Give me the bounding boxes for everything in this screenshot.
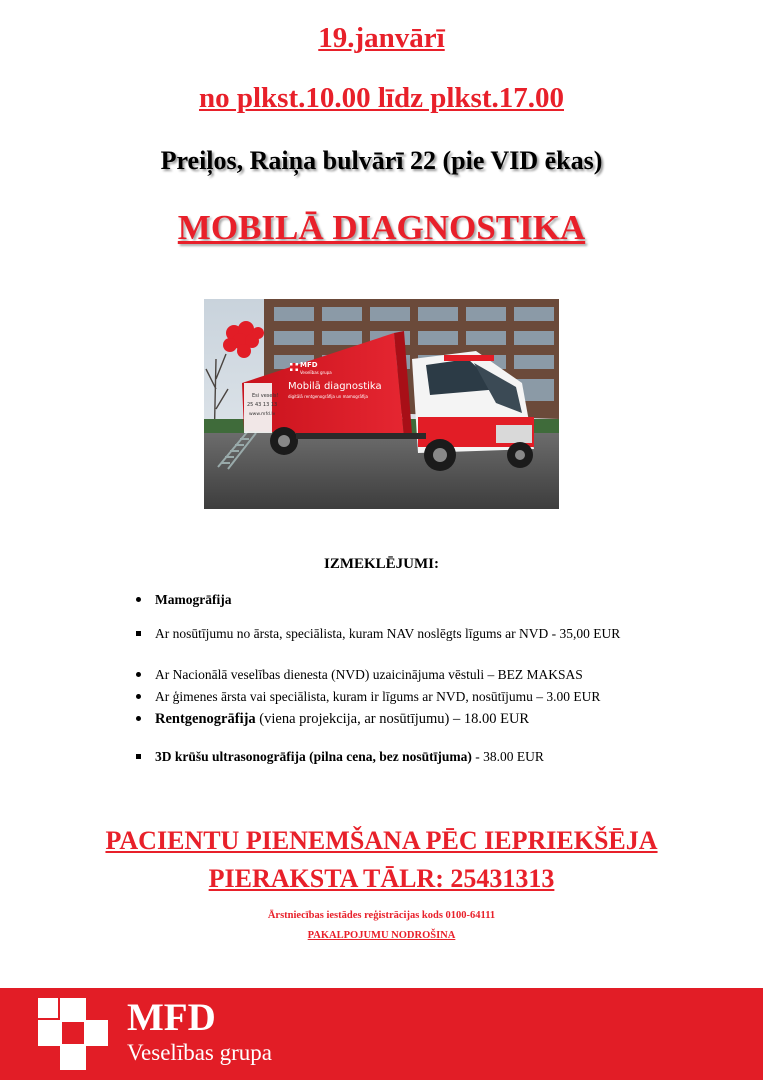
truck-subtext: digitālā rentgenogrāfija un mamogrāfija (288, 394, 368, 399)
registration-code: Ārstniecības iestādes reģistrācijas kods 0100-64111 (267, 910, 496, 921)
appointment-line-1: PACIENTU PIENEMŠANA PĒC IEPRIEKŠĒJA (105, 826, 658, 855)
provider-label: PAKALPOJUMU NODROŠINA (307, 930, 456, 941)
bullet-square-icon (136, 631, 141, 636)
appointment-line-2: PIERAKSTA TĀLR: 25431313 (208, 864, 555, 893)
bullet-dot-icon (136, 716, 141, 721)
list-item-text: Ar Nacionālā veselības dienesta (NVD) uzaicinājuma vēstuli – BEZ MAKSAS (155, 667, 583, 682)
event-place: Preiļos, Raiņa bulvārī 22 (pie VID ēkas) (160, 146, 603, 175)
list-item-text: - 38.00 EUR (471, 749, 544, 764)
list-item (134, 689, 600, 705)
list-item-text: Mamogrāfija (155, 592, 232, 607)
list-item-bold: Rentgenogrāfija (155, 711, 256, 727)
list-item-text: Ar nosūtījumu no ārsta, speciālista, kuram NAV noslēgts līgums ar NVD - 35,00 EUR (155, 626, 621, 641)
poster-title: MOBILĀ DIAGNOSTIKA (177, 208, 586, 247)
list-item (134, 626, 620, 642)
list-item-text: Ar ģimenes ārsta vai speciālista, kuram ir līgums ar NVD, nosūtījumu – 3.00 EUR (155, 689, 601, 704)
footer-band (0, 988, 763, 1080)
list-item (134, 667, 583, 683)
brand-subtitle: Veselības grupa (127, 1040, 272, 1065)
truck-photo (204, 299, 559, 509)
list-item-text: (viena projekcija, ar nosūtījumu) – 18.00 EUR (255, 711, 530, 727)
brand-name: MFD (127, 996, 216, 1039)
mfd-cross-logo-icon (38, 998, 108, 1070)
exams-heading: IZMEKLĒJUMI: (323, 556, 439, 572)
bullet-dot-icon (136, 694, 141, 699)
truck-brand-sub: Veselības grupa (300, 370, 332, 375)
list-item (134, 711, 529, 728)
bullet-square-icon (136, 754, 141, 759)
truck-text: Mobilā diagnostika (288, 381, 382, 392)
truck-phone-label: Esi vesels! (252, 393, 279, 399)
bullet-dot-icon (136, 597, 141, 602)
truck-phone: 25 43 13 13 (247, 402, 278, 408)
event-date: 19.janvārī (318, 22, 445, 54)
list-item (134, 592, 231, 608)
appointment-notice (0, 822, 763, 898)
list-item-bold: 3D krūšu ultrasonogrāfija (pilna cena, bez nosūtījuma) (155, 749, 472, 764)
list-item (134, 749, 544, 765)
bullet-dot-icon (136, 672, 141, 677)
truck-brand: MFD (300, 361, 318, 369)
truck-web: www.mfd.lv (249, 412, 276, 417)
event-time: no plkst.10.00 līdz plkst.17.00 (198, 82, 564, 114)
